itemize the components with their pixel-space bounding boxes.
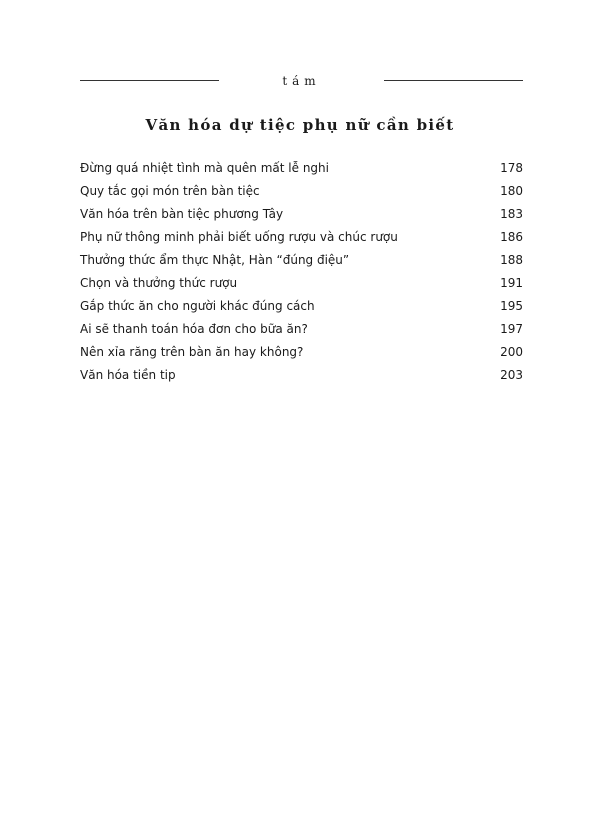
toc-entry-page: 180 — [500, 184, 523, 198]
toc-entry-title: Thưởng thức ẩm thực Nhật, Hàn “đúng điệu” — [80, 253, 350, 267]
toc-entry-title: Gắp thức ăn cho người khác đúng cách — [80, 299, 315, 313]
toc-entry — [80, 295, 523, 318]
toc-entry-title: Chọn và thưởng thức rượu — [80, 276, 238, 290]
toc-entry — [80, 157, 523, 180]
toc-entry-page: 183 — [500, 207, 523, 221]
toc-entry — [80, 180, 523, 203]
toc-entry-title: Quy tắc gọi món trên bàn tiệc — [80, 184, 260, 198]
toc-entry — [80, 341, 523, 364]
toc-entry-title: Phụ nữ thông minh phải biết uống rượu và chúc rượu — [80, 230, 398, 244]
toc-entry — [80, 272, 523, 295]
chapter-number: tám — [282, 74, 321, 88]
toc-entry-title: Văn hóa trên bàn tiệc phương Tây — [80, 207, 284, 221]
toc-entry — [80, 249, 523, 272]
toc-entry-page: 191 — [500, 276, 523, 290]
toc-entry — [80, 364, 523, 387]
toc-entry-page: 203 — [500, 368, 523, 382]
header-rule-right — [384, 80, 523, 81]
toc-entry — [80, 203, 523, 226]
toc-entry — [80, 226, 523, 249]
chapter-title: Văn hóa dự tiệc phụ nữ cần biết — [145, 116, 455, 134]
chapter-header — [80, 70, 523, 92]
toc-entry-title: Ai sẽ thanh toán hóa đơn cho bữa ăn? — [80, 322, 308, 336]
toc-entry — [80, 318, 523, 341]
toc-entry-page: 186 — [500, 230, 523, 244]
toc-entry-page: 188 — [500, 253, 523, 267]
toc-entry-page: 200 — [500, 345, 523, 359]
toc-entry-page: 178 — [500, 161, 523, 175]
toc-entry-page: 195 — [500, 299, 523, 313]
toc-entry-title: Đừng quá nhiệt tình mà quên mất lễ nghi — [80, 161, 329, 175]
toc-entry-title: Văn hóa tiền tip — [80, 368, 176, 382]
toc-entry-title: Nên xỉa răng trên bàn ăn hay không? — [80, 345, 304, 359]
toc-entry-page: 197 — [500, 322, 523, 336]
table-of-contents — [80, 157, 523, 387]
